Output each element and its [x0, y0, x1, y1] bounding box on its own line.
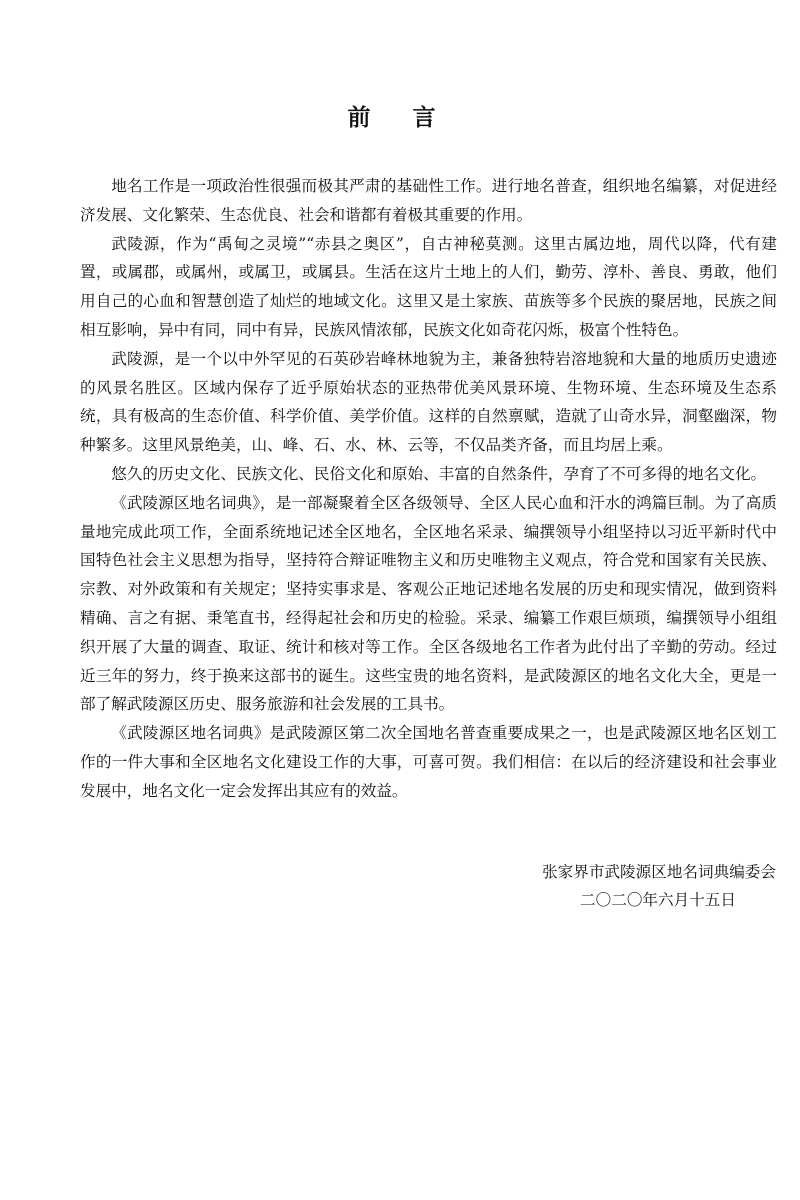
preface-body	[80, 172, 777, 806]
paragraph-5: 《武陵源区地名词典》，是一部凝聚着全区各级领导、全区人民心血和汗水的鸿篇巨制。为了高质量地完成此项工作，全面系统地记述全区地名，全区地名采录、编撰领导小组坚持以习近平新时代中国特色社会主义思想为指导，坚持符合辩证唯物主义和历史唯物主义观点，符合党和国家有关民族、宗教、对外政策和有关规定；坚持实事求是、客观公正地记述地名发展的历史和现实情况，做到资料精确、言之有据、秉笔直书，经得起社会和历史的检验。采录、编纂工作艰巨烦琐，编撰领导小组组织开展了大量的调查、取证、统计和核对等工作。全区各级地名工作者为此付出了辛勤的劳动。经过近三年的努力，终于换来这部书的诞生。这些宝贵的地名资料，是武陵源区的地名文化大全，更是一部了解武陵源区历史、服务旅游和社会发展的工具书。	[80, 493, 777, 714]
paragraph-4: 悠久的历史文化、民族文化、民俗文化和原始、丰富的自然条件，孕育了不可多得的地名文化。	[111, 464, 767, 483]
signature-date: 二〇二〇年六月十五日	[580, 891, 736, 909]
signature-block	[542, 858, 776, 914]
signature-organization: 张家界市武陵源区地名词典编委会	[542, 863, 776, 881]
paragraph-6: 《武陵源区地名词典》是武陵源区第二次全国地名普查重要成果之一，也是武陵源区地名区划工作的一件大事和全区地名文化建设工作的大事，可喜可贺。我们相信：在以后的经济建设和社会事业发展中，地名文化一定会发挥出其应有的效益。	[80, 724, 777, 800]
paragraph-3: 武陵源，是一个以中外罕见的石英砂岩峰林地貌为主，兼备独特岩溶地貌和大量的地质历史遗迹的风景名胜区。区域内保存了近乎原始状态的亚热带优美风景环境、生物环境、生态环境及生态系统，具有极高的生态价值、科学价值、美学价值。这样的自然禀赋，造就了山奇水异，洞壑幽深，物种繁多。这里风景绝美，山、峰、石、水、林、云等，不仅品类齐备，而且均居上乘。	[80, 349, 777, 455]
paragraph-1: 地名工作是一项政治性很强而极其严肃的基础性工作。进行地名普查，组织地名编纂，对促进经济发展、文化繁荣、生态优良、社会和谐都有着极其重要的作用。	[80, 177, 777, 224]
page-title: 前 言	[347, 104, 453, 131]
paragraph-2: 武陵源，作为“禹甸之灵境”“赤县之奥区”，自古神秘莫测。这里古属边地，周代以降，代有建置，或属郡，或属州，或属卫，或属县。生活在这片土地上的人们，勤劳、淳朴、善良、勇敢，他们用自己的心血和智慧创造了灿烂的地域文化。这里又是土家族、苗族等多个民族的聚居地，民族之间相互影响，异中有同，同中有异，民族风情浓郁，民族文化如奇花闪烁，极富个性特色。	[80, 234, 777, 339]
